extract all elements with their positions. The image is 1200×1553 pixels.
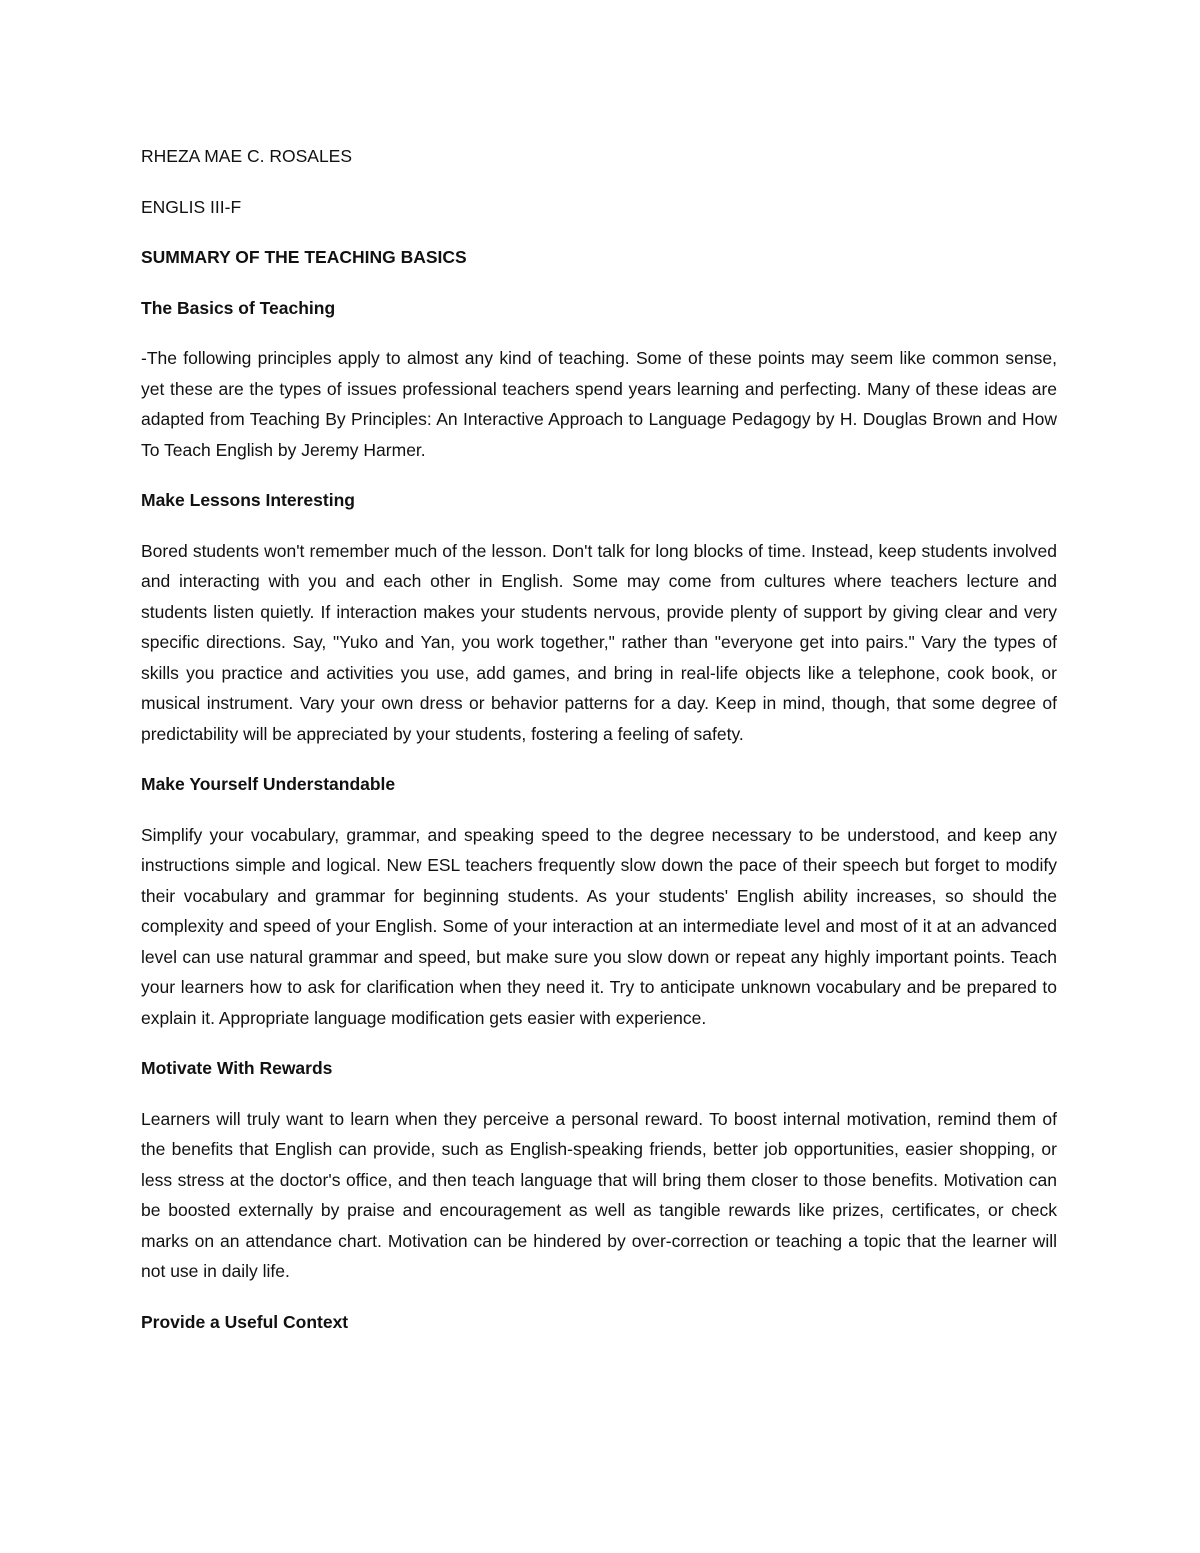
author-name: RHEZA MAE C. ROSALES — [141, 146, 353, 166]
section-heading-basics: The Basics of Teaching — [141, 297, 336, 318]
section-heading-rewards: Motivate With Rewards — [141, 1058, 333, 1078]
section-heading-context: Provide a Useful Context — [141, 1311, 349, 1332]
section-heading-understandable: Make Yourself Understandable — [141, 774, 396, 794]
section-body-interesting: Bored students won't remember much of the lesson. Don't talk for long blocks of time. Instead, keep students involved and interacting with you and each other in English. Some may come from cultures where teachers lecture and students listen quietly. If interaction makes your students nervous, provide plenty of support by giving clear and very specific directions. Say, "Yuko and Yan, you work together," rather than "everyone get into pairs." Vary the types of skills you practice and activities you use, add games, and bring in real-life objects like a telephone, cook book, or musical instrument. Vary your own dress or behavior patterns for a day. Keep in mind, though, that some degree of predictability will be appreciated by your students, fostering a feeling of safety. — [141, 540, 1057, 744]
section-heading-interesting: Make Lessons Interesting — [141, 490, 355, 510]
section-body-basics: -The following principles apply to almost any kind of teaching. Some of these points may seem like common sense, yet these are the types of issues professional teachers spend years learning and perfecting. Many of these ideas are adapted from Teaching By Principles: An Interactive Approach to Language Pedagogy by H. Douglas Brown and How To Teach English by Jeremy Harmer. — [141, 348, 1057, 460]
section-body-rewards: Learners will truly want to learn when they perceive a personal reward. To boost internal motivation, remind them of the benefits that English can provide, such as English-speaking friends, better job opportunities, easier shopping, or less stress at the doctor's office, and then teach language that will bring them closer to those benefits. Motivation can be boosted externally by praise and encouragement as well as tangible rewards like prizes, certificates, or check marks on an attendance chart. Motivation can be hindered by over-correction or teaching a topic that the learner will not use in daily life. — [141, 1108, 1057, 1281]
document-title: SUMMARY OF THE TEACHING BASICS — [141, 247, 467, 267]
document-page — [141, 141, 1057, 1357]
course-label: ENGLIS III-F — [141, 196, 242, 217]
section-body-understandable: Simplify your vocabulary, grammar, and speaking speed to the degree necessary to be understood, and keep any instructions simple and logical. New ESL teachers frequently slow down the pace of their speech but forget to modify their vocabulary and grammar for beginning students. As your students' English ability increases, so should the complexity and speed of your English. Some of your interaction at an intermediate level and most of it at an advanced level can use natural grammar and speed, but make sure you slow down or repeat any highly important points. Teach your learners how to ask for clarification when they need it. Try to anticipate unknown vocabulary and be prepared to explain it. Appropriate language modification gets easier with experience. — [141, 824, 1057, 1028]
